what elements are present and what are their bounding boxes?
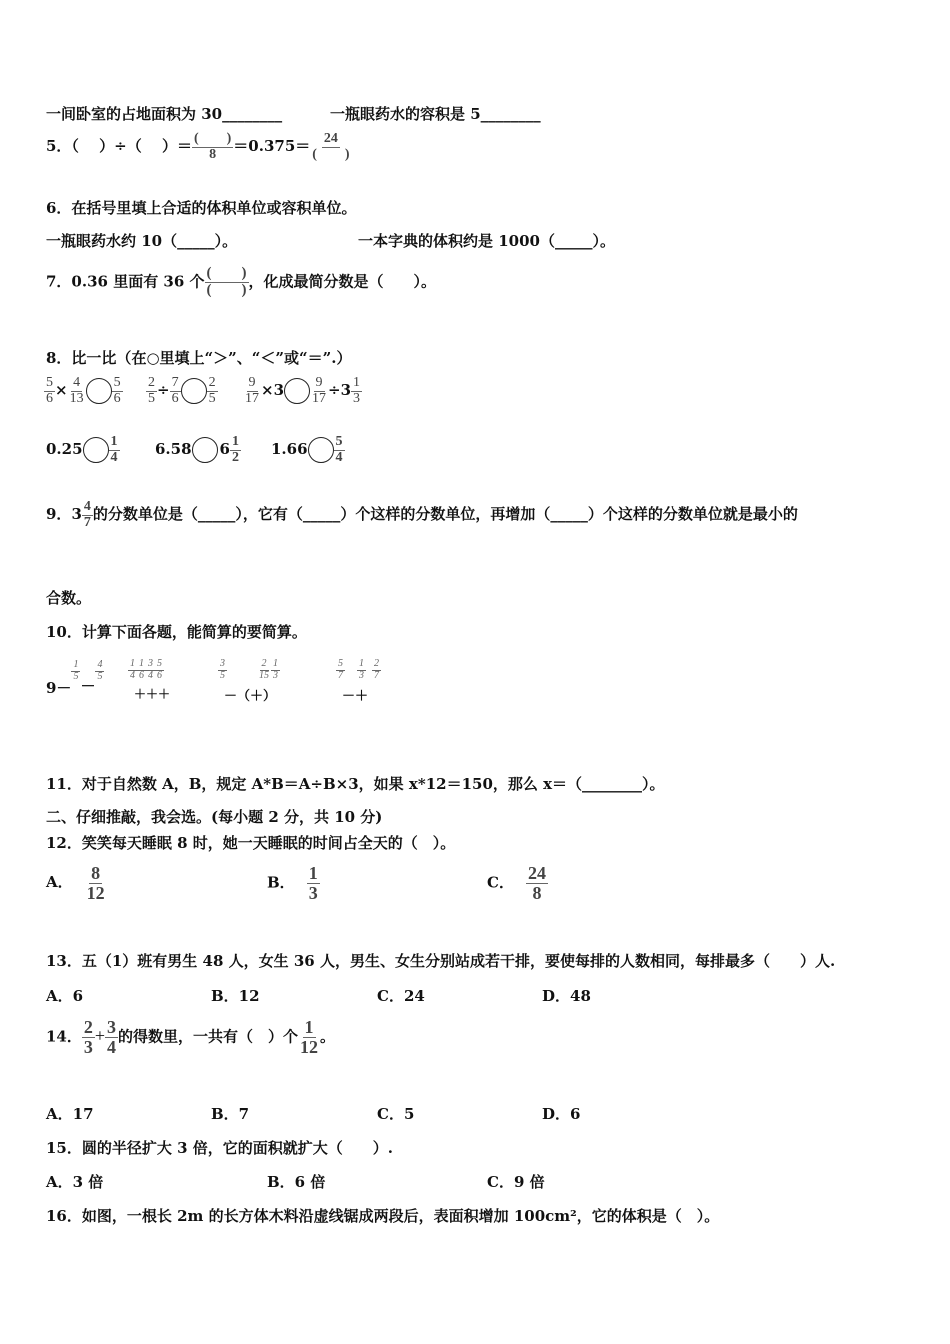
q5-fraction-2: $\frac{24}{( )}$ bbox=[312, 131, 350, 162]
question-12: 12．笑笑每天睡眠 8 时，她一天睡眠的时间占全天的（ ）。 bbox=[46, 834, 456, 852]
question-11: 11．对于自然数 A，B，规定 A*B＝A÷B×3，如果 x*12＝150，那么 x＝（________）。 bbox=[46, 775, 665, 793]
q10-expression-3 bbox=[218, 658, 280, 704]
mixed-whole: 6 bbox=[219, 440, 230, 459]
fraction: $\frac{5}{6}$ bbox=[113, 375, 121, 406]
q9-fraction: $\frac{4}{7}$ bbox=[83, 499, 91, 530]
operators: －（＋） bbox=[224, 689, 277, 704]
q8-compare-1 bbox=[44, 376, 123, 406]
fraction: $\frac{1}{4}$ bbox=[110, 434, 118, 465]
q10-expression-1 bbox=[46, 659, 104, 697]
fraction: $\frac{2}{15}$ bbox=[259, 658, 269, 681]
q9-whole: 3 bbox=[71, 505, 82, 524]
option-label: A． bbox=[46, 873, 73, 892]
fraction: $\frac{24}{8}$ bbox=[527, 863, 546, 903]
fraction: $\frac{5}{7}$ bbox=[338, 658, 343, 681]
question-10: 10．计算下面各题，能简算的要简算。 bbox=[46, 623, 307, 641]
fraction: $\frac{5}{6}$ bbox=[157, 658, 162, 681]
q14-prefix: 14． bbox=[46, 1027, 82, 1046]
operators: ＋＋＋ bbox=[134, 687, 171, 701]
q13-option-b[interactable]: B．12 bbox=[211, 987, 260, 1005]
fraction: $\frac{2}{5}$ bbox=[148, 375, 155, 406]
q10-expression-4 bbox=[336, 658, 381, 704]
q13-option-c[interactable]: C．24 bbox=[377, 987, 425, 1005]
q14-option-d[interactable]: D．6 bbox=[542, 1105, 581, 1123]
fraction: $\frac{3}{4}$ bbox=[148, 658, 153, 681]
q12-option-a[interactable] bbox=[46, 864, 107, 903]
q14-option-a[interactable]: A．17 bbox=[46, 1105, 94, 1123]
q10-expression-2 bbox=[128, 658, 171, 701]
q6-item-a: 一瓶眼药水约 10（_____）。 bbox=[46, 232, 238, 250]
question-13: 13．五（1）班有男生 48 人，女生 36 人，男生、女生分别站成若干排，要使每排的人数相同，每排最多（ ）人. bbox=[46, 952, 836, 970]
operator: + bbox=[94, 1025, 106, 1046]
fraction: $\frac{1}{3}$ bbox=[273, 658, 278, 681]
fraction: $\frac{1}{3}$ bbox=[308, 863, 318, 903]
operators: －＋ bbox=[342, 689, 369, 704]
question-9 bbox=[46, 500, 798, 530]
operator: － bbox=[80, 677, 96, 695]
question-14 bbox=[46, 1018, 335, 1057]
decimal-value: 0.25 bbox=[46, 440, 83, 459]
q14-option-b[interactable]: B．7 bbox=[211, 1105, 250, 1123]
fraction: $\frac{8}{12}$ bbox=[86, 863, 105, 903]
question-6: 6．在括号里填上合适的体积单位或容积单位。 bbox=[46, 199, 357, 217]
compare-circle[interactable] bbox=[284, 378, 310, 404]
question-15: 15．圆的半径扩大 3 倍，它的面积就扩大（ ）. bbox=[46, 1139, 393, 1157]
compare-circle[interactable] bbox=[181, 378, 207, 404]
decimal-value: 6.58 bbox=[155, 440, 192, 459]
q7-prefix: 7．0.36 里面有 36 个 bbox=[46, 272, 205, 291]
fraction: $\frac{3}{4}$ bbox=[107, 1017, 117, 1057]
fraction: $\frac{1}{2}$ bbox=[231, 434, 239, 465]
q8-compare-4 bbox=[46, 435, 120, 465]
fraction: $\frac{5}{6}$ bbox=[46, 375, 53, 406]
q5-mid: ＝0.375＝ bbox=[233, 137, 311, 156]
question-16: 16．如图，一根长 2m 的长方体木料沿虚线锯成两段后，表面积增加 100cm²，它的体积是（ ）。 bbox=[46, 1207, 720, 1225]
fraction: $\frac{7}{6}$ bbox=[171, 375, 179, 406]
fraction: $\frac{1}{4}$ bbox=[130, 658, 135, 681]
compare-circle[interactable] bbox=[192, 437, 218, 463]
q8-compare-2 bbox=[146, 376, 218, 406]
section-2-heading: 二、仔细推敲，我会选。(每小题 2 分，共 10 分) bbox=[46, 808, 383, 826]
operator: ÷ bbox=[157, 381, 170, 400]
fraction: $\frac{4}{5}$ bbox=[97, 659, 103, 682]
q15-option-c[interactable]: C．9 倍 bbox=[487, 1173, 545, 1191]
q15-option-b[interactable]: B．6 倍 bbox=[267, 1173, 326, 1191]
fraction: $\frac{1}{3}$ bbox=[359, 658, 364, 681]
fraction: $\frac{5}{4}$ bbox=[335, 434, 343, 465]
q9-text: 的分数单位是（_____），它有（_____）个这样的分数单位，再增加（_____）个这样的分数单位就是最小的 bbox=[92, 505, 798, 524]
compare-circle[interactable] bbox=[86, 378, 112, 404]
question-8: 8．比一比（在○里填上“＞”、“＜”或“＝”.） bbox=[46, 349, 352, 367]
q5-prefix: 5．（ ）÷（ ）＝ bbox=[46, 137, 192, 156]
q9-end: 合数。 bbox=[46, 589, 92, 607]
option-label: C． bbox=[487, 873, 514, 892]
q6-item-b: 一本字典的体积约是 1000（_____）。 bbox=[358, 232, 615, 250]
operator: ×3 bbox=[261, 381, 285, 400]
decimal-value: 1.66 bbox=[271, 440, 308, 459]
operator: ÷3 bbox=[328, 381, 352, 400]
fraction: $\frac{1}{12}$ bbox=[300, 1017, 319, 1057]
line-bedroom-area: 一间卧室的占地面积为 30________ bbox=[46, 105, 283, 123]
compare-circle[interactable] bbox=[308, 437, 334, 463]
q14-mid: 的得数里，一共有（ ）个 bbox=[118, 1027, 299, 1046]
fraction: $\frac{9}{17}$ bbox=[245, 375, 259, 406]
q9-prefix: 9． bbox=[46, 505, 72, 524]
q12-option-c[interactable] bbox=[487, 864, 548, 903]
fraction: $\frac{2}{5}$ bbox=[208, 375, 216, 406]
leading-term: 9－ bbox=[46, 678, 72, 697]
line-eyedrop-volume: 一瓶眼药水的容积是 5________ bbox=[330, 105, 541, 123]
compare-circle[interactable] bbox=[83, 437, 109, 463]
q5-fraction-1: $\frac{( )}{8}$ bbox=[193, 131, 232, 162]
q7-suffix: ，化成最简分数是（ ）。 bbox=[248, 272, 437, 291]
q12-option-b[interactable] bbox=[267, 864, 320, 903]
fraction: $\frac{2}{7}$ bbox=[374, 658, 379, 681]
q14-end: 。 bbox=[320, 1027, 336, 1046]
q8-compare-6 bbox=[271, 435, 345, 465]
fraction: $\frac{1}{6}$ bbox=[139, 658, 144, 681]
operator: × bbox=[55, 381, 68, 400]
fraction: $\frac{3}{5}$ bbox=[220, 658, 225, 681]
fraction: $\frac{4}{13}$ bbox=[69, 375, 84, 406]
fraction: $\frac{9}{17}$ bbox=[312, 375, 327, 406]
fraction: $\frac{2}{3}$ bbox=[83, 1017, 93, 1057]
question-5 bbox=[46, 132, 352, 162]
fraction: $\frac{1}{5}$ bbox=[73, 659, 79, 682]
q7-fraction: $\frac{( )}{( )}$ bbox=[206, 265, 247, 298]
question-7 bbox=[46, 266, 436, 299]
option-label: B． bbox=[267, 873, 295, 892]
q8-compare-5 bbox=[155, 435, 241, 465]
q8-compare-3 bbox=[243, 376, 362, 406]
q15-option-a[interactable]: A．3 倍 bbox=[46, 1173, 104, 1191]
q13-option-d[interactable]: D．48 bbox=[542, 987, 591, 1005]
fraction: $\frac{1}{3}$ bbox=[353, 375, 361, 406]
q14-option-c[interactable]: C．5 bbox=[377, 1105, 415, 1123]
q13-option-a[interactable]: A．6 bbox=[46, 987, 84, 1005]
